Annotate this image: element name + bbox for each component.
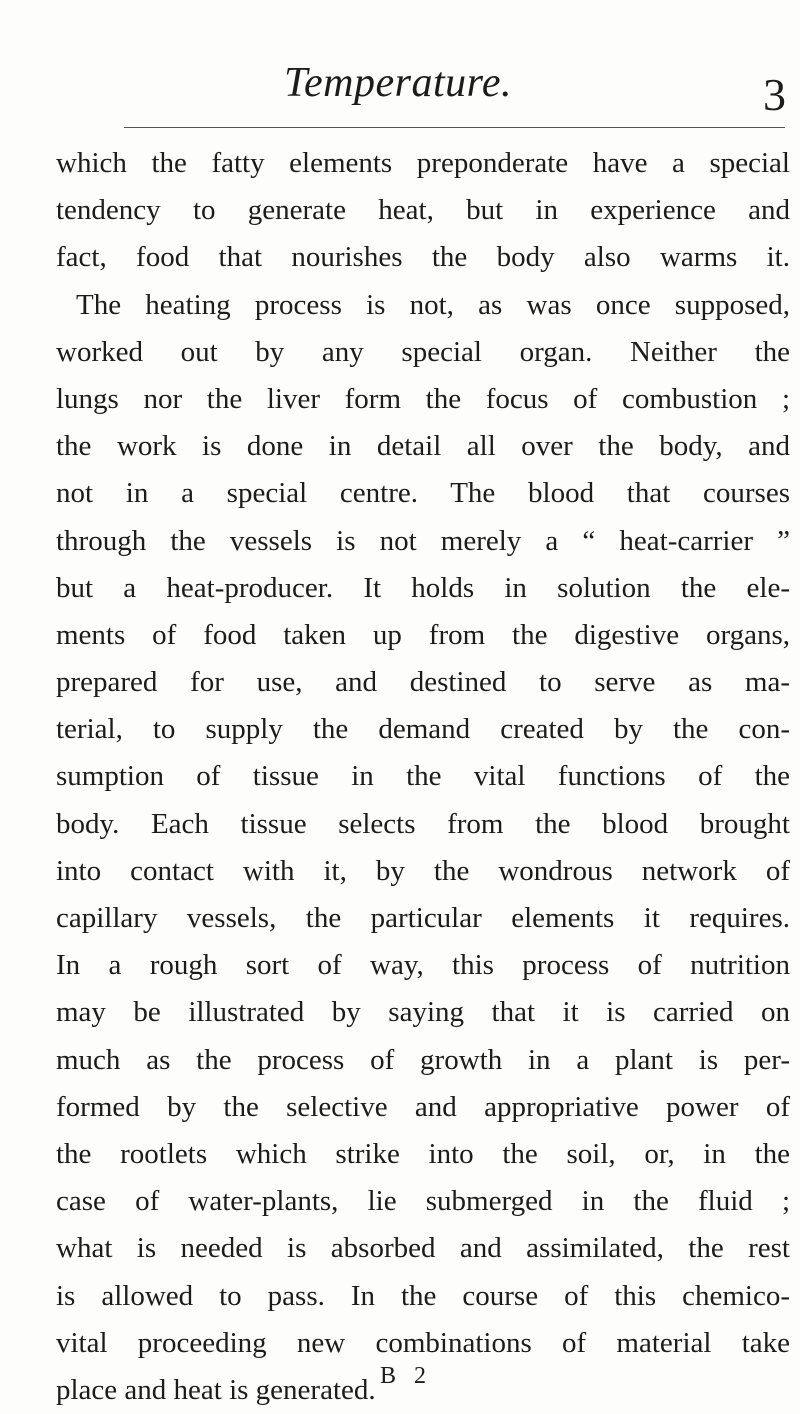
text-line: the work is done in detail all over the body, and xyxy=(56,430,790,463)
running-head xyxy=(0,58,800,120)
text-line: formed by the selective and appropriative power of xyxy=(56,1090,790,1123)
page-number: 3 xyxy=(763,69,786,120)
text-line: prepared for use, and destined to serve as ma- xyxy=(56,666,790,699)
text-line: tendency to generate heat, but in experience and xyxy=(56,194,790,227)
text-line: ments of food taken up from the digestive organs, xyxy=(56,618,790,651)
text-line: is allowed to pass. In the course of this chemico- xyxy=(56,1279,790,1312)
text-line: worked out by any special organ. Neither the xyxy=(56,335,790,368)
text-line: through the vessels is not merely a “ heat-carrier ” xyxy=(56,524,790,557)
text-line: not in a special centre. The blood that courses xyxy=(56,477,790,510)
text-line: but a heat-producer. It holds in solution the ele- xyxy=(56,571,790,604)
text-line: may be illustrated by saying that it is carried on xyxy=(56,996,790,1029)
text-line: vital proceeding new combinations of material take xyxy=(56,1326,790,1359)
text-line: The heating process is not, as was once supposed, xyxy=(76,288,790,321)
text-line: body. Each tissue selects from the blood brought xyxy=(56,807,790,840)
text-line: lungs nor the liver form the focus of combustion ; xyxy=(56,382,790,415)
text-line: into contact with it, by the wondrous network of xyxy=(56,854,790,887)
text-line: In a rough sort of way, this process of nutrition xyxy=(56,949,790,982)
text-line: fact, food that nourishes the body also warms it. xyxy=(56,241,790,274)
text-line: sumption of tissue in the vital functions of the xyxy=(56,760,790,793)
text-line: terial, to supply the demand created by the con- xyxy=(56,713,790,746)
running-title: Temperature. xyxy=(284,60,513,106)
text-line: which the fatty elements preponderate have a special xyxy=(56,147,790,179)
signature-mark: B 2 xyxy=(380,1363,433,1389)
text-line: place and heat is generated. xyxy=(56,1373,376,1406)
text-line: what is needed is absorbed and assimilated, the rest xyxy=(56,1232,790,1265)
text-line: capillary vessels, the particular elements it requires. xyxy=(56,902,790,934)
text-line: case of water-plants, lie submerged in the fluid ; xyxy=(56,1185,790,1218)
text-line: much as the process of growth in a plant is per- xyxy=(56,1043,790,1076)
body-text xyxy=(56,140,790,1414)
header-rule xyxy=(124,127,785,128)
text-line: the rootlets which strike into the soil, or, in the xyxy=(56,1137,790,1170)
